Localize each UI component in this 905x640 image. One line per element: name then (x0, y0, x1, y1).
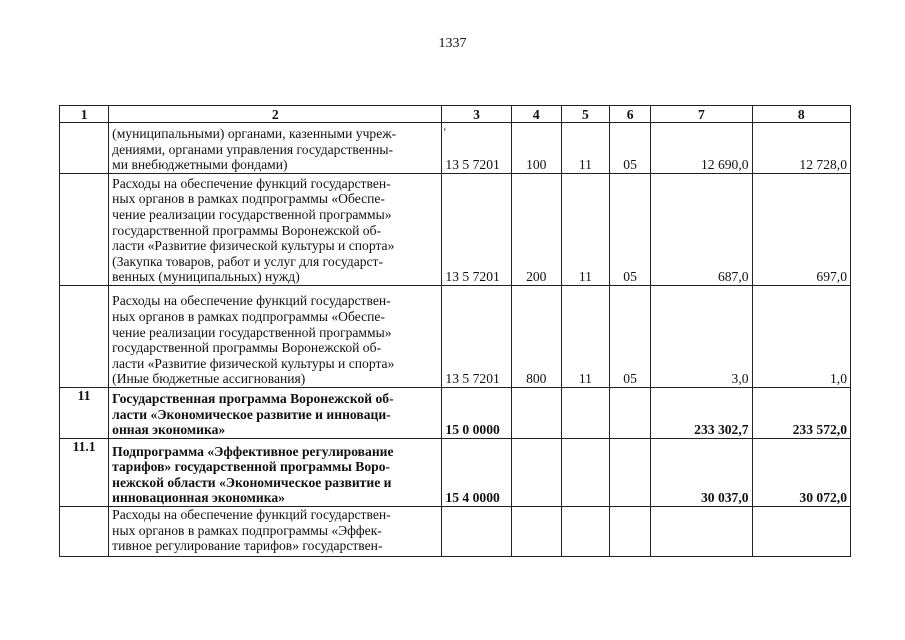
row-number (60, 174, 109, 286)
table-row (60, 123, 851, 174)
row-rz: 11 (561, 286, 609, 388)
row-pr (610, 439, 651, 507)
row-description: (муниципальными) органами, казенными учреж- дениями, органами управления государственны- ми внебюджетными фондами) (109, 123, 442, 174)
row-description: Расходы на обеспечение функций государствен- ных органов в рамках подпрограммы «Обеспе- чение реализации государственной программы» государственной программы Воронежской об- ласти «Развитие физической культуры и спорта» (Закупка товаров, работ и услуг для государст- венных (муниципальных) нужд) (109, 174, 442, 286)
col-header-4: 4 (511, 106, 561, 123)
row-sum-1 (651, 507, 752, 557)
row-code: 15 4 0000 (442, 439, 511, 507)
budget-table (59, 105, 851, 557)
row-code: 13 5 7201 (442, 174, 511, 286)
col-header-8: 8 (752, 106, 850, 123)
row-vr: 100 (511, 123, 561, 174)
row-sum-2: 12 728,0 (752, 123, 850, 174)
row-sum-2: 1,0 (752, 286, 850, 388)
row-pr: 05 (610, 174, 651, 286)
row-sum-1: 687,0 (651, 174, 752, 286)
header-row (60, 106, 851, 123)
row-rz (561, 388, 609, 439)
row-description: Государственная программа Воронежской об- ласти «Экономическое развитие и инноваци- онная экономика» (109, 388, 442, 439)
row-number (60, 123, 109, 174)
row-rz: 11 (561, 123, 609, 174)
row-number: 11.1 (60, 439, 109, 507)
table-row (60, 507, 851, 557)
row-code (442, 507, 511, 557)
row-sum-1: 12 690,0 (651, 123, 752, 174)
row-number (60, 286, 109, 388)
col-header-1: 1 (60, 106, 109, 123)
row-code: 13 5 7201 (442, 286, 511, 388)
row-rz (561, 439, 609, 507)
page-number: 1337 (438, 36, 467, 51)
row-vr: 200 (511, 174, 561, 286)
row-sum-2: 233 572,0 (752, 388, 850, 439)
row-code: 13 5 7201 (442, 123, 511, 174)
row-sum-1: 30 037,0 (651, 439, 752, 507)
table-row (60, 388, 851, 439)
row-sum-2: 697,0 (752, 174, 850, 286)
scan-mark: ‘ (443, 126, 447, 138)
row-sum-2 (752, 507, 850, 557)
row-rz: 11 (561, 174, 609, 286)
row-description: Расходы на обеспечение функций государствен- ных органов в рамках подпрограммы «Эффек- тивное регулирование тарифов» государствен- (109, 507, 442, 557)
row-vr (511, 388, 561, 439)
row-description: Расходы на обеспечение функций государствен- ных органов в рамках подпрограммы «Обеспе- чение реализации государственной программы» государственной программы Воронежской об- ласти «Развитие физической культуры и спорта» (Иные бюджетные ассигнования) (109, 286, 442, 388)
row-pr: 05 (610, 286, 651, 388)
row-number (60, 507, 109, 557)
row-vr (511, 439, 561, 507)
col-header-7: 7 (651, 106, 752, 123)
row-rz (561, 507, 609, 557)
col-header-5: 5 (561, 106, 609, 123)
row-sum-1: 233 302,7 (651, 388, 752, 439)
row-sum-1: 3,0 (651, 286, 752, 388)
row-pr (610, 388, 651, 439)
col-header-2: 2 (109, 106, 442, 123)
row-pr: 05 (610, 123, 651, 174)
row-vr (511, 507, 561, 557)
row-pr (610, 507, 651, 557)
row-code: 15 0 0000 (442, 388, 511, 439)
row-vr: 800 (511, 286, 561, 388)
row-number: 11 (60, 388, 109, 439)
col-header-3: 3 (442, 106, 511, 123)
row-sum-2: 30 072,0 (752, 439, 850, 507)
table-row (60, 174, 851, 286)
table-row (60, 286, 851, 388)
row-description: Подпрограмма «Эффективное регулирование тарифов» государственной программы Воро- нежской области «Экономическое развитие и инновационная экономика» (109, 439, 442, 507)
col-header-6: 6 (610, 106, 651, 123)
table-row (60, 439, 851, 507)
